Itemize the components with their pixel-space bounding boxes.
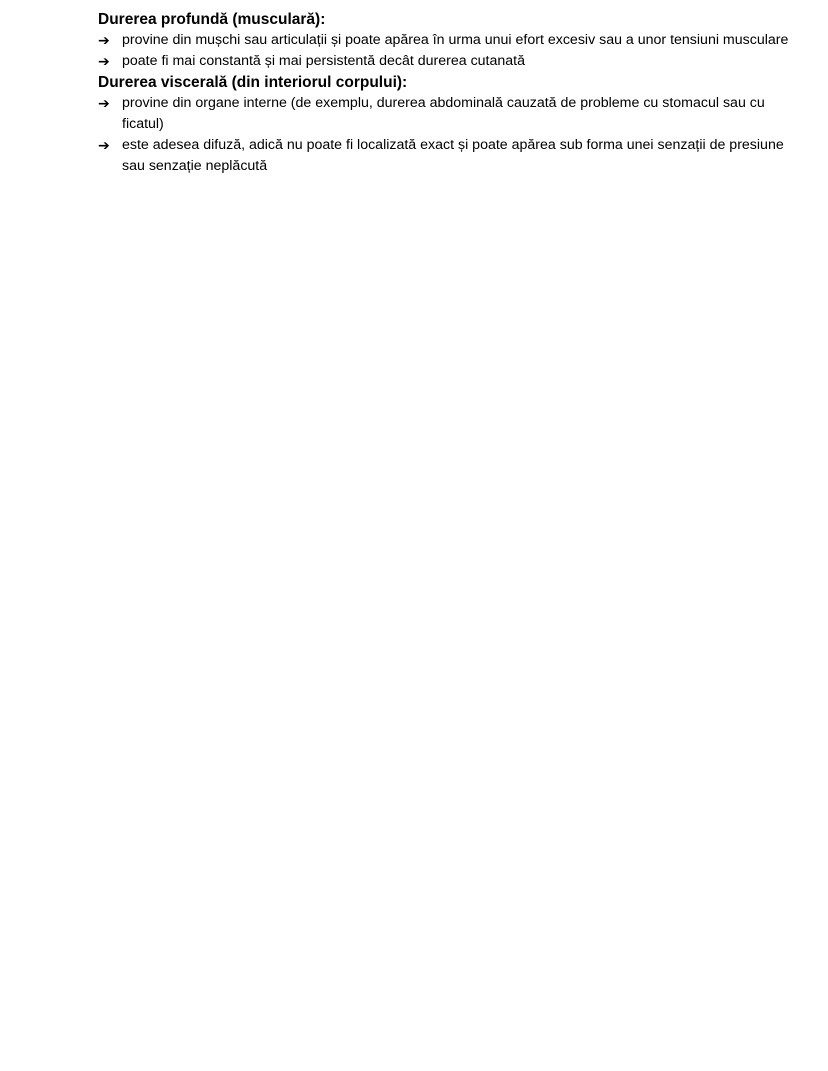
list-item — [98, 135, 798, 177]
visceral-pain-list — [98, 93, 798, 177]
right-arrow-icon: ➔ — [98, 137, 110, 153]
right-arrow-icon: ➔ — [98, 53, 110, 69]
section-heading-deep-pain: Durerea profundă (musculară): — [98, 11, 326, 28]
document-page — [98, 9, 798, 177]
list-item-text: provine din organe interne (de exemplu, durerea abdominală cauzată de probleme cu stomacul sau cu ficatul) — [122, 95, 765, 132]
section-heading-visceral-pain: Durerea viscerală (din interiorul corpului): — [98, 74, 408, 91]
list-item-text: este adesea difuză, adică nu poate fi localizată exact și poate apărea sub forma unei senzații de presiune sau senzație neplăcută — [122, 137, 784, 174]
list-item-text: poate fi mai constantă și mai persistentă decât durerea cutanată — [122, 53, 525, 69]
right-arrow-icon: ➔ — [98, 32, 110, 48]
right-arrow-icon: ➔ — [98, 95, 110, 111]
list-item — [98, 30, 798, 51]
deep-pain-list — [98, 30, 798, 72]
list-item-text: provine din mușchi sau articulații și poate apărea în urma unui efort excesiv sau a unor tensiuni musculare — [122, 32, 789, 48]
list-item — [98, 93, 798, 135]
list-item — [98, 51, 798, 72]
